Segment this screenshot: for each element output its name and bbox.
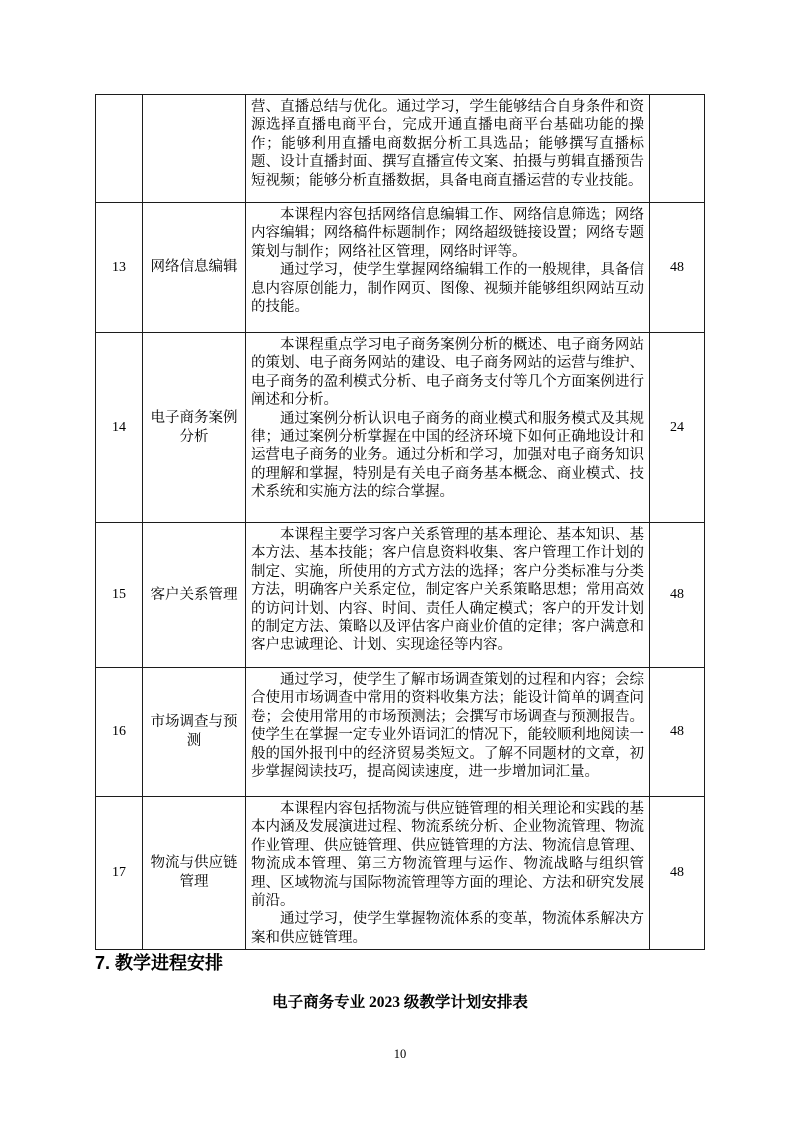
course-description-cell <box>246 797 650 950</box>
course-description-cell <box>246 203 650 333</box>
course-name-cell: 物流与供应链管理 <box>143 797 246 950</box>
course-table-body <box>96 95 705 950</box>
course-table-row <box>96 797 705 950</box>
course-description-paragraph: 本课程内容包括网络信息编辑工作、网络信息筛选；网络内容编辑；网络稿件标题制作；网络超级链接设置；网络专题策划与制作；网络社区管理，网络时评等。 <box>251 207 644 260</box>
course-table-row <box>96 333 705 523</box>
course-description-paragraph: 营、直播总结与优化。通过学习，学生能够结合自身条件和资源选择直播电商平台，完成开通直播电商平台基础功能的操作；能够利用直播电商数据分析工具选品；能够撰写直播标题、设计直播封面、撰写直播宣传文案、拍摄与剪辑直播预告短视频；能够分析直播数据，具备电商直播运营的专业技能。 <box>251 99 644 189</box>
course-description-cell <box>246 95 650 203</box>
table-caption: 电子商务专业 2023 级教学计划安排表 <box>272 994 528 1011</box>
section-heading: 7. 教学进程安排 <box>95 953 224 973</box>
course-hours-cell: 48 <box>650 668 705 797</box>
course-description-paragraph: 通过学习，使学生了解市场调查策划的过程和内容；会综合使用市场调查中常用的资料收集方法；能设计简单的调查问卷；会使用常用的市场预测法；会撰写市场调查与预测报告。使学生在掌握一定专业外语词汇的情况下，能较顺利地阅读一般的国外报刊中的经济贸易类短文。了解不同题材的文章，初步掌握阅读技巧，提高阅读速度，进一步增加词汇量。 <box>251 672 644 781</box>
course-number-cell <box>96 95 143 203</box>
course-table-row <box>96 203 705 333</box>
course-description-paragraph: 通过学习，使学生掌握网络编辑工作的一般规律，具备信息内容原创能力，制作网页、图像、视频并能够组织网站互动的技能。 <box>251 262 644 316</box>
course-name-cell: 客户关系管理 <box>143 523 246 668</box>
course-description-paragraph: 本课程内容包括物流与供应链管理的相关理论和实践的基本内涵及发展演进过程、物流系统分析、企业物流管理、物流作业管理、供应链管理、供应链管理的方法、物流信息管理、物流成本管理、第三方物流管理与运作、物流战略与组织管理、区域物流与国际物流管理等方面的理论、方法和研究发展前沿。 <box>251 801 644 910</box>
course-hours-cell <box>650 95 705 203</box>
course-name-cell: 电子商务案例分析 <box>143 333 246 523</box>
course-hours-cell: 48 <box>650 797 705 950</box>
course-name-cell: 网络信息编辑 <box>143 203 246 333</box>
course-description-paragraph: 本课程主要学习客户关系管理的基本理论、基本知识、基本方法、基本技能；客户信息资料收集、客户管理工作计划的制定、实施，所使用的方式方法的选择；客户分类标准与分类方法，明确客户关系定位，制定客户关系策略思想；常用高效的访问计划、内容、时间、责任人确定模式；客户的开发计划的制定方法、策略以及评估客户商业价值的定律；客户满意和客户忠诚理论、计划、实现途径等内容。 <box>251 527 644 654</box>
course-hours-cell: 48 <box>650 203 705 333</box>
course-description-cell <box>246 668 650 797</box>
course-number-cell: 13 <box>96 203 143 333</box>
course-name-cell <box>143 95 246 203</box>
page-number: 10 <box>393 1047 407 1061</box>
course-table-row <box>96 668 705 797</box>
course-table-row <box>96 95 705 203</box>
course-number-cell: 14 <box>96 333 143 523</box>
course-description-cell <box>246 333 650 523</box>
course-name-cell: 市场调查与预测 <box>143 668 246 797</box>
course-description-paragraph: 通过案例分析认识电子商务的商业模式和服务模式及其规律；通过案例分析掌握在中国的经济环境下如何正确地设计和运营电子商务的业务。通过分析和学习，加强对电子商务知识的理解和掌握，特别是有关电子商务基本概念、商业模式、技术系统和实施方法的综合掌握。 <box>251 410 644 501</box>
course-hours-cell: 24 <box>650 333 705 523</box>
course-description-paragraph: 通过学习，使学生掌握物流体系的变革，物流体系解决方案和供应链管理。 <box>251 911 644 946</box>
course-number-cell: 16 <box>96 668 143 797</box>
course-number-cell: 15 <box>96 523 143 668</box>
course-table <box>95 94 705 950</box>
course-description-cell <box>246 523 650 668</box>
course-table-row <box>96 523 705 668</box>
course-hours-cell: 48 <box>650 523 705 668</box>
course-number-cell: 17 <box>96 797 143 950</box>
course-description-paragraph: 本课程重点学习电子商务案例分析的概述、电子商务网站的策划、电子商务网站的建设、电子商务网站的运营与维护、电子商务的盈利模式分析、电子商务支付等几个方面案例进行阐述和分析。 <box>251 337 644 409</box>
